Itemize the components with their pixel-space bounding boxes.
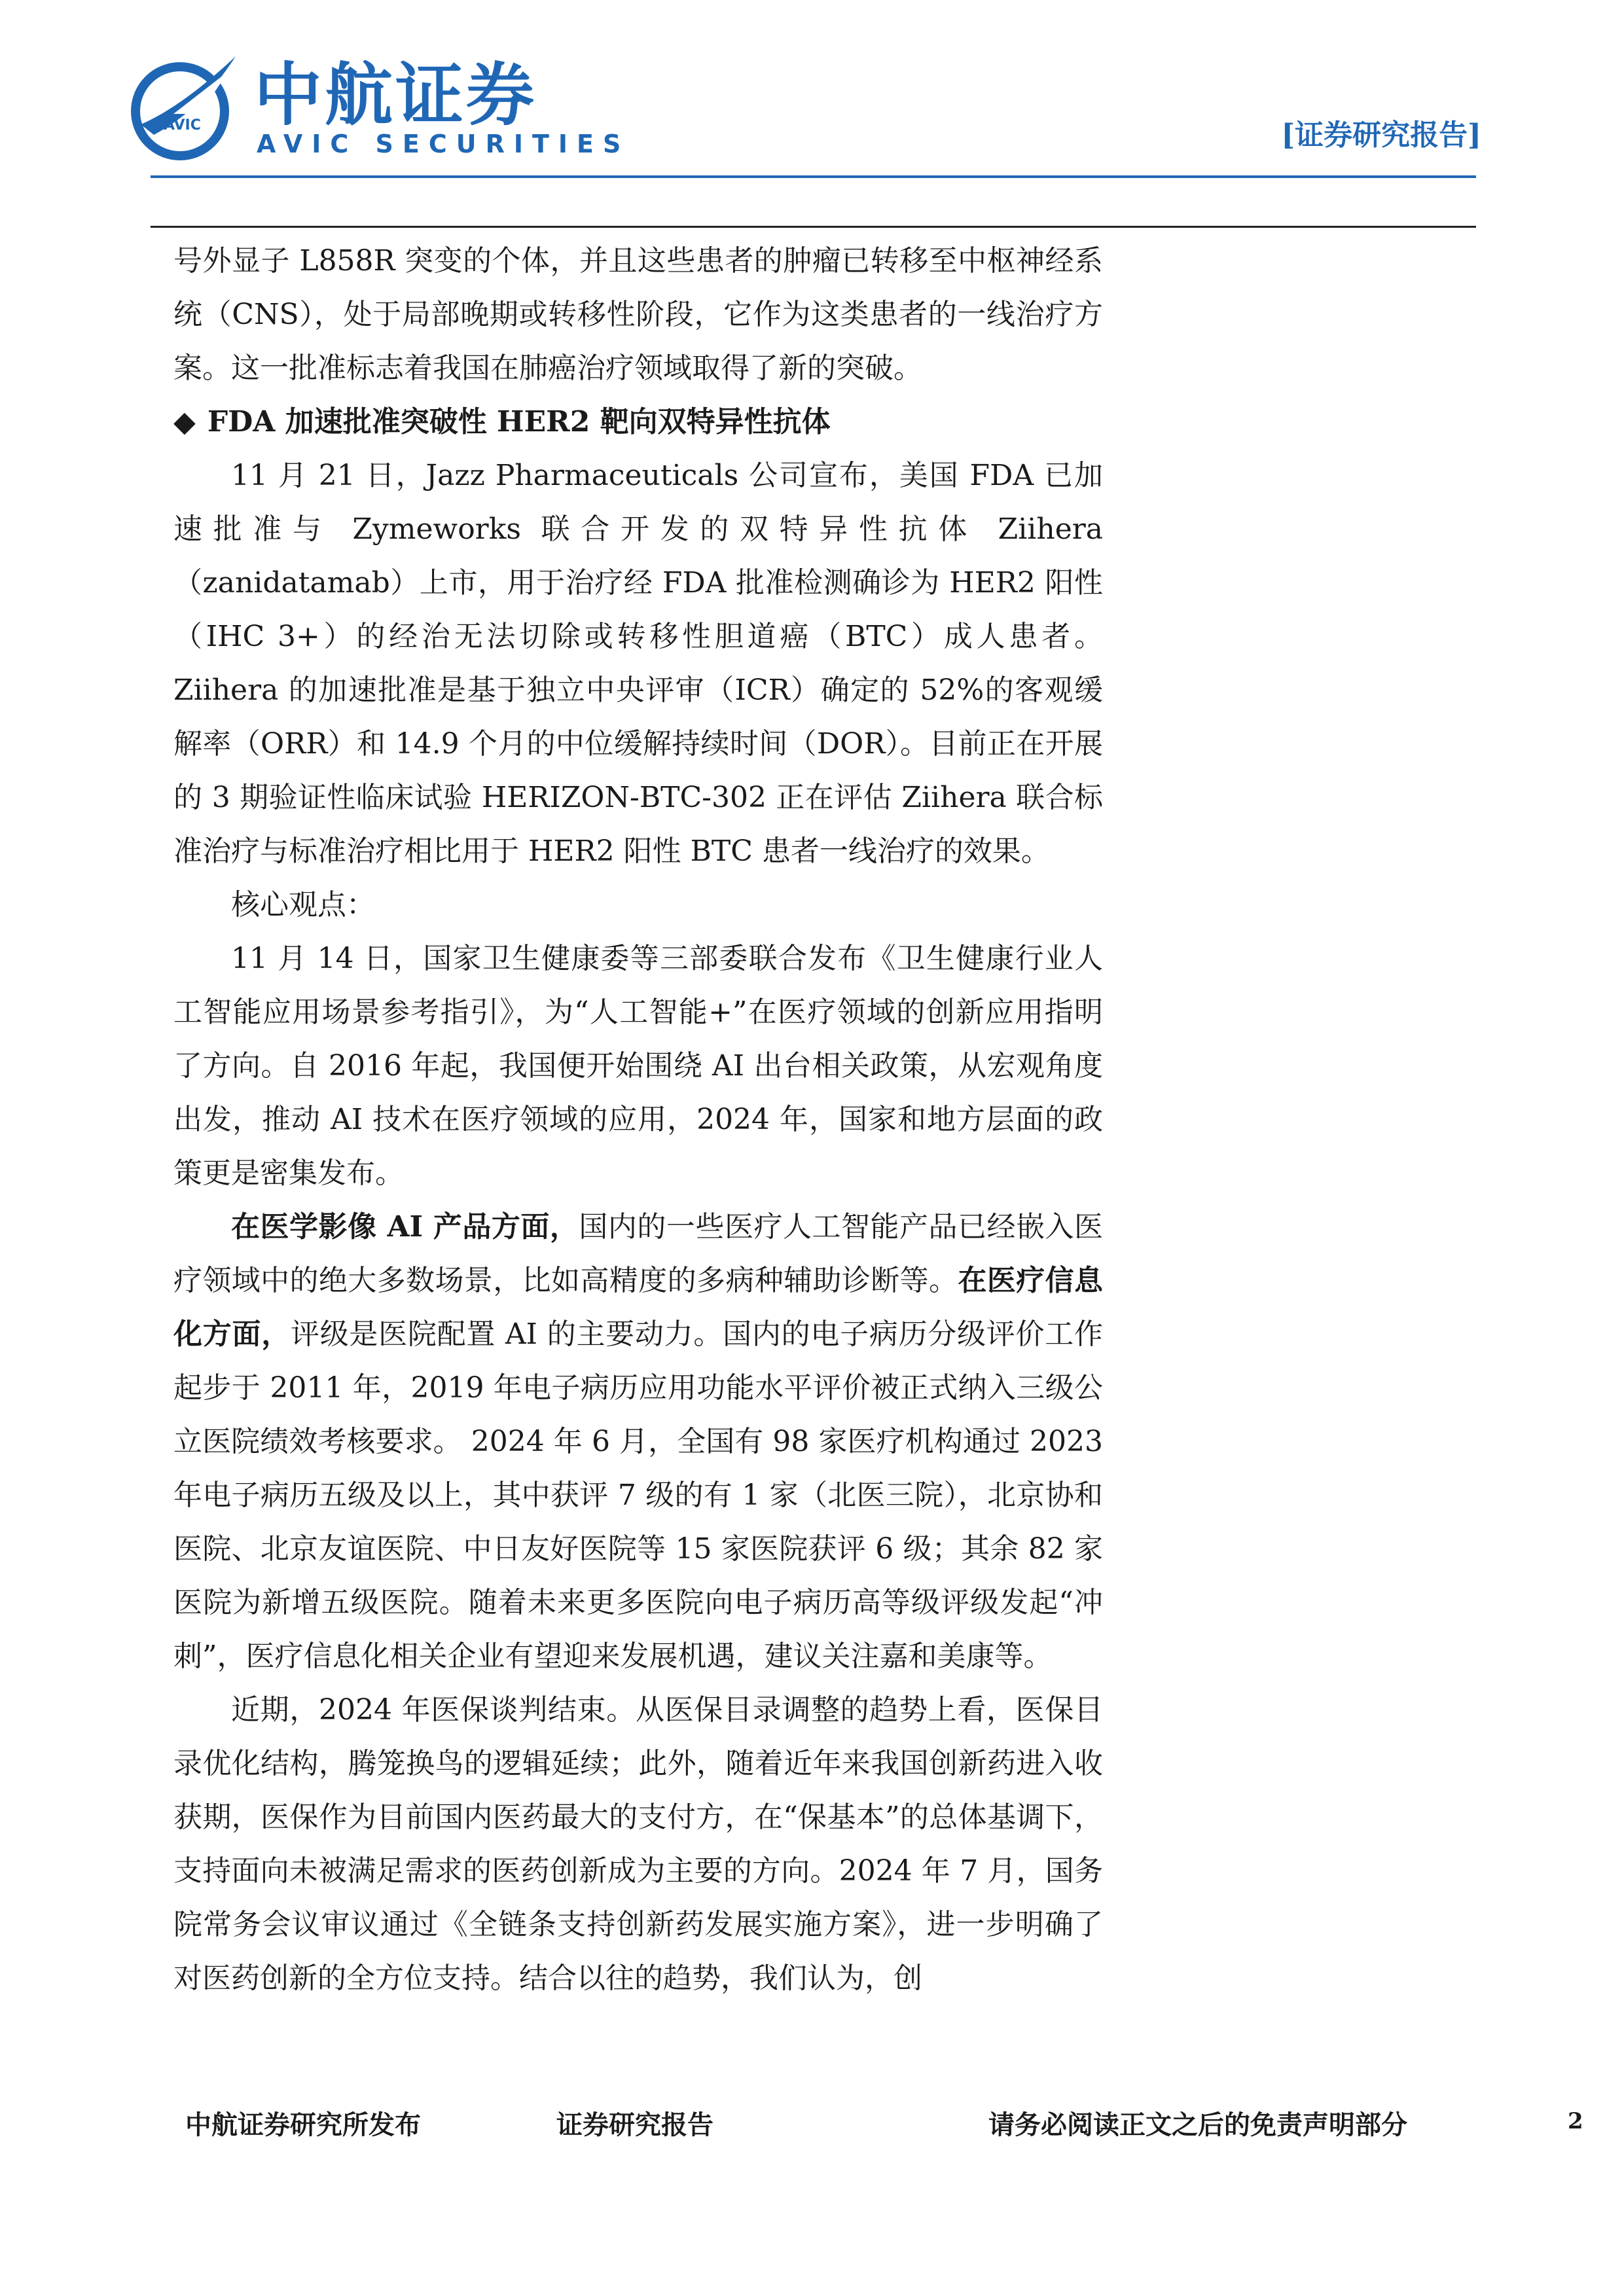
bold-lead: 在医学影像 AI 产品方面， bbox=[231, 1210, 579, 1244]
section-heading-text: FDA 加速批准突破性 HER2 靶向双特异性抗体 bbox=[207, 405, 831, 439]
bold-lead: 在医疗信息化方面， bbox=[173, 1264, 1104, 1351]
brand-name-en: AVIC SECURITIES bbox=[257, 130, 630, 158]
report-type-tag: [证券研究报告] bbox=[1281, 118, 1481, 152]
paragraph: 号外显子 L858R 突变的个体，并且这些患者的肿瘤已转移至中枢神经系统（CNS），处于局部晚期或转移性阶段，它作为这类患者的一线治疗方案。这一批准标志着我国在肺癌治疗领域取得了新的突破。 bbox=[173, 244, 1103, 385]
paragraph bbox=[173, 1200, 1103, 1683]
text-run: 国内的一些医疗人工智能产品已经嵌入医疗领域中的绝大多数场景，比如高精度的多病种辅助诊断等。 bbox=[173, 1210, 1104, 1297]
footer-publisher: 中航证券研究所发布 bbox=[185, 2109, 421, 2140]
brand-name-cn: 中航证券 bbox=[254, 55, 537, 135]
footer-doc-type: 证券研究报告 bbox=[556, 2109, 713, 2140]
logo-text: AVIC bbox=[164, 117, 201, 134]
footer-disclaimer: 请务必阅读正文之后的免责声明部分 bbox=[988, 2109, 1407, 2140]
paragraph: 近期，2024 年医保谈判结束。从医保目录调整的趋势上看，医保目录优化结构，腾笼换鸟的逻辑延续；此外，随着近年来我国创新药进入收获期，医保作为目前国内医药最大的支付方，在“保基本”的总体基调下，支持面向未被满足需求的医药创新成为主要的方向。2024 年 7 月，国务院常务会议审议通过《全链条支持创新药发展实施方案》，进一步明确了对医药创新的全方位支持。结合以往的趋势，我们认为，创 bbox=[173, 1693, 1103, 1995]
page-number: 2 bbox=[1568, 2108, 1583, 2134]
page-header bbox=[0, 0, 1624, 196]
header-divider bbox=[151, 175, 1476, 178]
page-footer bbox=[0, 2104, 1624, 2144]
avic-logo-icon bbox=[128, 51, 239, 162]
paragraph: 11 月 14 日，国家卫生健康委等三部委联合发布《卫生健康行业人工智能应用场景参考指引》，为“人工智能+”在医疗领域的创新应用指明了方向。自 2016 年起，我国便开始围绕 AI 出台相关政策，从宏观角度出发，推动 AI 技术在医疗领域的应用，2024 年，国家和地方层面的政策更是密集发布。 bbox=[173, 942, 1103, 1190]
section-heading bbox=[173, 395, 1103, 449]
paragraph: 11 月 21 日，Jazz Pharmaceuticals 公司宣布，美国 FDA 已加速批准与 Zymeworks 联合开发的双特异性抗体 Ziihera（zanidatamab）上市，用于治疗经 FDA 批准检测确诊为 HER2 阳性（IHC 3+）的经治无法切除或转移性胆道癌（BTC）成人患者。Ziihera 的加速批准是基于独立中央评审（ICR）确定的 52%的客观缓解率（ORR）和 14.9 个月的中位缓解持续时间（DOR）。目前正在开展的 3 期验证性临床试验 HERIZON-BTC-302 正在评估 Ziihera 联合标准治疗与标准治疗相比用于 HER2 阳性 BTC 患者一线治疗的效果。 bbox=[173, 459, 1103, 868]
report-body bbox=[173, 234, 1103, 2005]
header-divider-2 bbox=[151, 226, 1476, 228]
text-run: 评级是医院配置 AI 的主要动力。国内的电子病历分级评价工作起步于 2011 年，2019 年电子病历应用功能水平评价被正式纳入三级公立医院绩效考核要求。 2024 年 6 月，全国有 98 家医疗机构通过 2023 年电子病历五级及以上，其中获评 7 级的有 1 家（北医三院），北京协和医院、北京友谊医院、中日友好医院等 15 家医院获评 6 级；其余 82 家医院为新增五级医院。随着未来更多医院向电子病历高等级评级发起“冲刺”，医疗信息化相关企业有望迎来发展机遇，建议关注嘉和美康等。 bbox=[173, 1318, 1103, 1673]
diamond-bullet-icon: ◆ bbox=[173, 405, 196, 439]
subheading: 核心观点： bbox=[231, 888, 375, 922]
